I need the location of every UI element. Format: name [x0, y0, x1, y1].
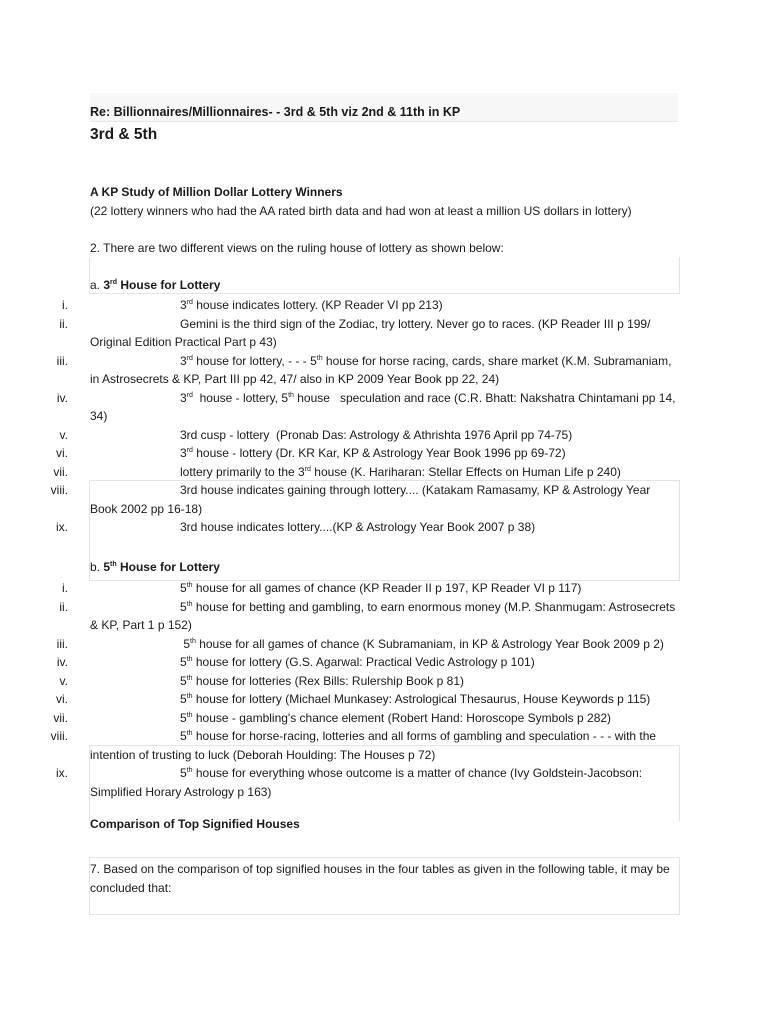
list-item — [0, 690, 768, 709]
list-item-text: 3rd cusp - lottery (Pronab Das: Astrology & Athrishta 1976 April pp 74-75) — [180, 427, 573, 442]
section-a-num: 3 — [103, 278, 111, 292]
list-item — [0, 709, 768, 728]
list-item-text: Gemini is the third sign of the Zodiac, try lottery. Never go to races. (KP Reader III p 199/ Original Edition Practical Part p 43) — [90, 316, 651, 349]
list-item-text: 5th house for betting and gambling, to earn enormous money (M.P. Shanmugam: Astrosecrets & KP, Part 1 p 152) — [90, 599, 676, 632]
list-item-number: v. — [59, 427, 68, 442]
list-item-number: iv. — [56, 390, 68, 405]
section-a-list — [0, 296, 768, 537]
list-item-number: viii. — [50, 729, 68, 743]
section-a-label: House for Lottery — [117, 278, 221, 292]
section-b-heading — [90, 558, 220, 577]
list-item-number: vi. — [56, 446, 68, 460]
list-item-number: viii. — [50, 483, 68, 497]
list-item — [0, 389, 768, 426]
list-item — [0, 444, 768, 463]
list-item-text: lottery primarily to the 3rd house (K. Hariharan: Stellar Effects on Human Life p 240) — [180, 464, 621, 479]
list-item-number: i. — [62, 581, 68, 595]
point-2: 2. There are two different views on the ruling house of lottery as shown below: — [90, 241, 504, 255]
list-item — [0, 672, 768, 691]
section-a-prefix: a. — [90, 278, 104, 292]
list-item-text: 5th house for lottery (Michael Munkasey: Astrological Thesaurus, House Keywords p 115) — [180, 692, 651, 706]
list-item-text: 5th house for all games of chance (KP Reader II p 197, KP Reader VI p 117) — [180, 581, 582, 595]
list-item-text: 3rd house for lottery, - - - 5th house for horse racing, cards, share market (K.M. Subramaniam, in Astrosecrets & KP, Part III pp 42, 47/ also in KP 2009 Year Book pp 22, 24) — [90, 353, 672, 386]
list-item-text: 3rd house - lottery (Dr. KR Kar, KP & Astrology Year Book 1996 pp 69-72) — [180, 446, 566, 460]
list-item-number: i. — [62, 298, 68, 312]
post-heading: 3rd & 5th — [90, 126, 158, 143]
list-item-number: vi. — [56, 692, 68, 706]
comparison-text: 7. Based on the comparison of top signified houses in the four tables as given in the following table, it may be concluded that: — [90, 862, 670, 895]
list-item-text: 3rd house indicates lottery....(KP & Astrology Year Book 2007 p 38) — [180, 520, 536, 534]
list-item-number: iv. — [56, 655, 68, 669]
list-item — [0, 481, 768, 518]
study-subtitle: (22 lottery winners who had the AA rated birth data and had won at least a million US dollars in lottery) — [90, 204, 632, 218]
list-item — [0, 727, 768, 764]
section-b-label: House for Lottery — [116, 560, 220, 574]
list-item-number: ix. — [56, 766, 68, 780]
list-item — [0, 764, 768, 801]
section-b-prefix: b. — [90, 560, 104, 574]
list-item-text: 5th house - gambling's chance element (Robert Hand: Horoscope Symbols p 282) — [180, 710, 612, 725]
list-item-number: vii. — [53, 710, 68, 725]
list-item — [0, 315, 768, 352]
list-item-number: vii. — [53, 464, 68, 479]
list-item-number: ii. — [59, 316, 68, 331]
list-item-number: iii. — [56, 636, 68, 651]
list-item — [0, 296, 768, 315]
post-subject: Re: Billionnaires/Millionnaires- - 3rd & 5th viz 2nd & 11th in KP — [90, 105, 461, 119]
list-item-number: v. — [59, 673, 68, 688]
list-item — [0, 598, 768, 635]
list-item-number: ix. — [56, 520, 68, 534]
section-a-sup: rd — [110, 279, 118, 286]
list-item-text: 5th house for lottery (G.S. Agarwal: Practical Vedic Astrology p 101) — [180, 655, 535, 669]
list-item-text: 5th house for everything whose outcome is a matter of chance (Ivy Goldstein-Jacobson: Simplified Horary Astrology p 163) — [90, 766, 643, 799]
section-b-num: 5 — [103, 560, 111, 574]
list-item-number: iii. — [56, 353, 68, 368]
list-item-text: 3rd house - lottery, 5th house speculation and race (C.R. Bhatt: Nakshatra Chintamani pp 14, 34) — [90, 390, 676, 423]
list-item-text: 5th house for horse-racing, lotteries and all forms of gambling and speculation - - - with the intention of trusting to luck (Deborah Houlding: The Houses p 72) — [90, 729, 657, 762]
list-item — [0, 426, 768, 445]
list-item-text: 3rd house indicates gaining through lottery.... (Katakam Ramasamy, KP & Astrology Year Book 2002 pp 16-18) — [90, 483, 651, 516]
list-item-text: 3rd house indicates lottery. (KP Reader VI pp 213) — [180, 298, 443, 312]
comparison-title: Comparison of Top Signified Houses — [90, 817, 300, 831]
list-item-number: ii. — [59, 599, 68, 614]
list-item — [0, 579, 768, 598]
list-item — [0, 352, 768, 389]
list-item — [0, 518, 768, 537]
list-item — [0, 653, 768, 672]
list-item-text: 5th house for all games of chance (K Subramaniam, in KP & Astrology Year Book 2009 p 2) — [180, 636, 664, 651]
section-b-sup: th — [110, 561, 117, 568]
section-a-heading — [90, 276, 220, 295]
list-item-text: 5th house for lotteries (Rex Bills: Rulership Book p 81) — [180, 673, 464, 688]
section-b-list — [0, 579, 768, 801]
list-item — [0, 635, 768, 654]
study-title: A KP Study of Million Dollar Lottery Winners — [90, 185, 343, 199]
list-item — [0, 463, 768, 482]
